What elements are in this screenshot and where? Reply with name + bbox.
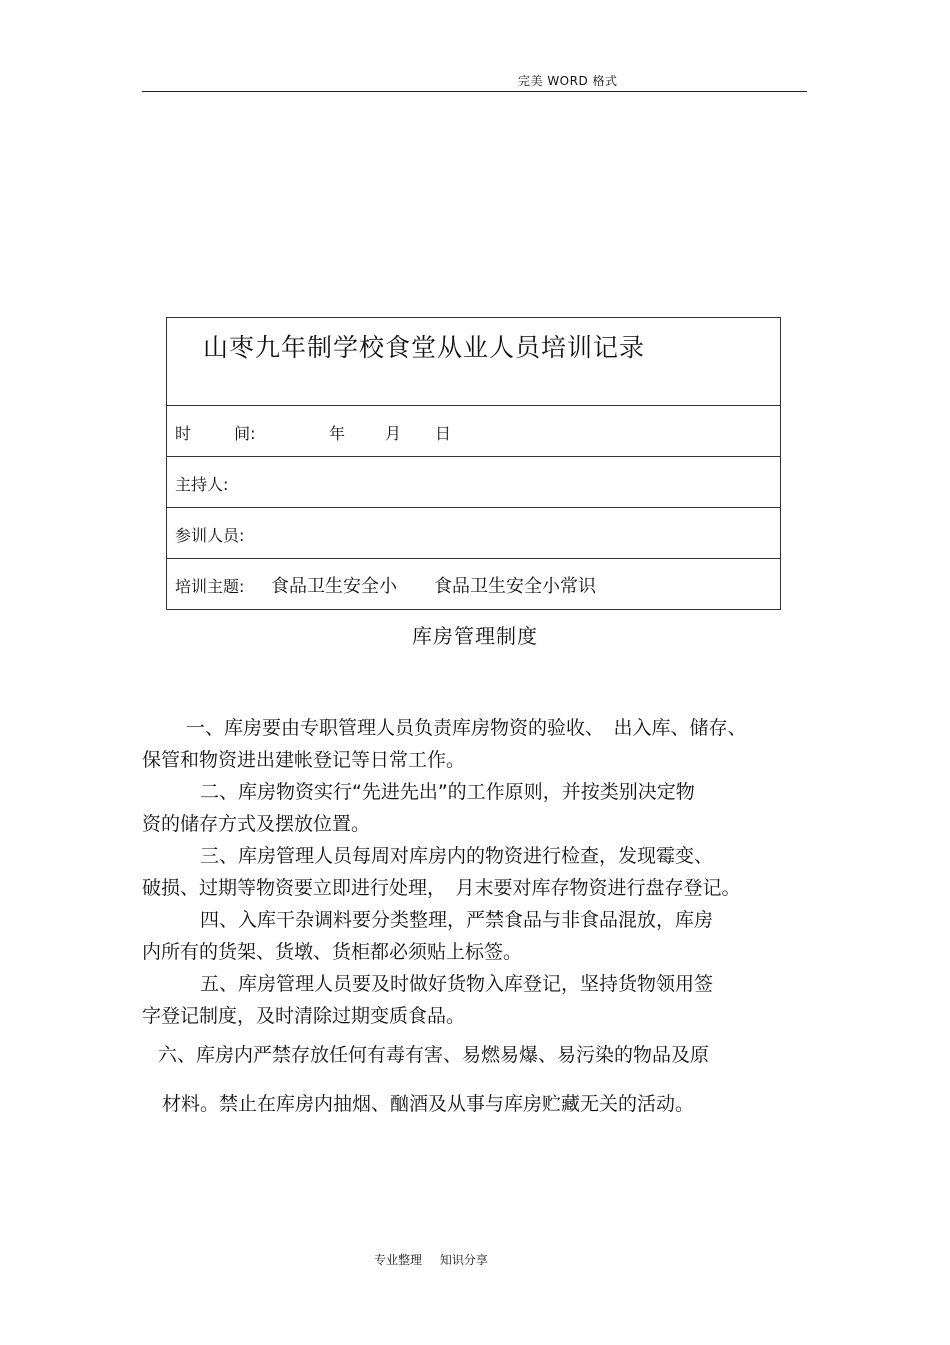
time-row [167,405,780,456]
section-title: 库房管理制度 [412,624,538,648]
day-label: 日 [435,424,452,443]
paragraph-line: 五、库房管理人员要及时做好货物入库登记，坚持货物领用签 [200,973,714,995]
training-record-table [166,317,781,610]
topic-label: 培训主题: [175,577,245,596]
time-label-part-2: 间: [234,424,256,443]
paragraph-line: 字登记制度，及时清除过期变质食品。 [142,1005,466,1027]
topic-value-1: 食品卫生安全小 [271,576,397,597]
time-label-part-1: 时 [175,424,192,443]
paragraph-line: 保管和物资进出建帐登记等日常工作。 [142,749,466,771]
time-label [175,421,256,444]
paragraph-line: 六、库房内严禁存放任何有毒有害、易燃易爆、易污染的物品及原 [158,1044,710,1066]
table-title: 山枣九年制学校食堂从业人员培训记录 [203,333,646,362]
header-text: 完美 WORD 格式 [518,74,618,88]
host-label: 主持人: [175,475,229,494]
month-label: 月 [385,424,402,443]
paragraph-line: 四、入库干杂调料要分类整理，严禁食品与非食品混放，库房 [200,909,714,931]
host-row [167,456,780,507]
participants-row [167,507,780,558]
page-footer: 专业整理 知识分享 [374,1253,488,1267]
paragraph-line: 二、库房物资实行“先进先出”的工作原则，并按类别决定物 [200,781,695,803]
paragraph-line: 三、库房管理人员每周对库房内的物资进行检查，发现霉变、 [200,845,714,867]
paragraph-line: 一、库房要由专职管理人员负责库房物资的验收、 出入库、储存、 [186,717,747,739]
paragraph-line: 资的储存方式及摆放位置。 [142,813,371,835]
header-divider [142,91,807,92]
topic-value-2: 食品卫生安全小常识 [434,576,596,597]
paragraph-line: 破损、过期等物资要立即进行处理， 月末要对库存物资进行盘存登记。 [142,877,741,899]
topic-row [167,558,780,609]
paragraph-line: 材料。禁止在库房内抽烟、酗酒及从事与库房贮藏无关的活动。 [162,1093,695,1115]
participants-label: 参训人员: [175,526,245,545]
paragraph-line: 内所有的货架、货墩、货柜都必须贴上标签。 [142,941,523,963]
year-label: 年 [329,424,346,443]
table-title-row [167,318,780,405]
